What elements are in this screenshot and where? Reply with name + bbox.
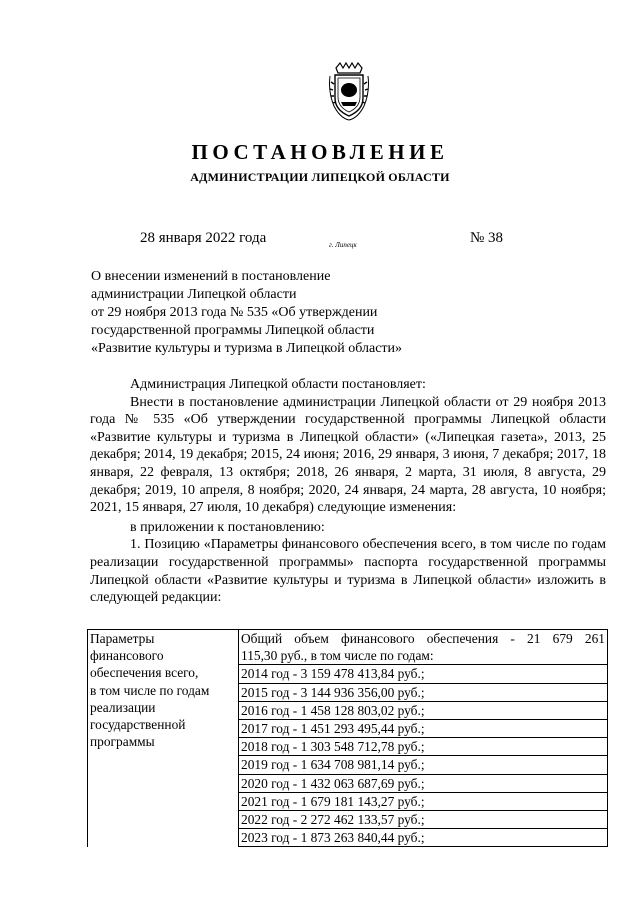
- parameter-line: государственной: [90, 717, 186, 733]
- year-cell: 2017 год - 1 451 293 495,44 руб.;: [239, 720, 608, 738]
- body-paragraph: Внести в постановление администрации Липецкой области от 29 ноября 2013 года № 535 «Об утверждении государственной программы Липецкой области «Развитие культуры и туризма в Липецкой области» («Липецкая газета», 2013, 25 декабря; 2014, 19 декабря; 2015, 24 июня; 2016, 29 января, 3 июня, 7 декабря; 2017, 18 января, 22 февраля, 13 октября; 2018, 26 января, 2 марта, 31 июля, 8 августа, 29 декабря; 2019, 10 апреля, 8 ноября; 2020, 24 января, 24 марта, 28 августа, 10 ноября; 2021, 15 января, 27 июля, 10 декабря) следующие изменения:: [90, 394, 606, 516]
- parameter-line: обеспечения всего,: [90, 665, 199, 681]
- year-cell: 2016 год - 1 458 128 803,02 руб.;: [239, 701, 608, 719]
- year-cell: 2020 год - 1 432 063 687,69 руб.;: [239, 774, 608, 792]
- total-line: Общий объем финансового обеспечения - 21 679 261: [241, 631, 605, 646]
- subject-line: от 29 ноября 2013 года № 535 «Об утверждении: [91, 305, 378, 320]
- document-subject: [91, 268, 471, 358]
- table-row: [88, 630, 608, 665]
- coat-of-arms-emblem: [328, 62, 370, 122]
- year-cell: 2015 год - 3 144 936 356,00 руб.;: [239, 683, 608, 701]
- year-cell: 2019 год - 1 634 708 981,14 руб.;: [239, 756, 608, 774]
- year-cell: 2014 год - 3 159 478 413,84 руб.;: [239, 665, 608, 683]
- document-body: [90, 376, 606, 607]
- document-number: № 38: [470, 230, 504, 246]
- parameter-line: в том числе по годам: [90, 682, 210, 698]
- year-cell: 2022 год - 2 272 462 133,57 руб.;: [239, 811, 608, 829]
- document-city: г. Липецк: [329, 241, 357, 249]
- issuer-subtitle: АДМИНИСТРАЦИИ ЛИПЕЦКОЙ ОБЛАСТИ: [190, 170, 450, 184]
- body-paragraph: 1. Позицию «Параметры финансового обеспечения всего, в том числе по годам реализации государственной программы» паспорта государственной программы Липецкой области «Развитие культуры и туризма в Липецкой области» изложить в следующей редакции:: [90, 537, 606, 606]
- year-cell: 2021 год - 1 679 181 143,27 руб.;: [239, 792, 608, 810]
- year-cell: 2018 год - 1 303 548 712,78 руб.;: [239, 738, 608, 756]
- parameter-line: финансового: [90, 648, 164, 664]
- subject-line: администрации Липецкой области: [91, 287, 297, 302]
- document-date: 28 января 2022 года: [140, 230, 267, 246]
- total-cell: [239, 630, 608, 665]
- year-cell: 2023 год - 1 873 263 840,44 руб.;: [239, 829, 608, 847]
- parameter-cell: [88, 630, 239, 847]
- parameter-line: реализации: [90, 699, 156, 715]
- parameter-line: Параметры: [90, 631, 155, 646]
- body-paragraph: Администрация Липецкой области постановляет:: [130, 377, 426, 392]
- total-line: 115,30 руб., в том числе по годам:: [241, 648, 434, 664]
- subject-line: государственной программы Липецкой области: [91, 323, 375, 338]
- body-paragraph: в приложении к постановлению:: [130, 519, 325, 535]
- document-title: ПОСТАНОВЛЕНИЕ: [191, 140, 449, 164]
- parameter-line: программы: [90, 734, 155, 750]
- subject-line: О внесении изменений в постановление: [91, 269, 331, 284]
- subject-line: «Развитие культуры и туризма в Липецкой области»: [91, 341, 403, 356]
- financing-table: [87, 629, 608, 847]
